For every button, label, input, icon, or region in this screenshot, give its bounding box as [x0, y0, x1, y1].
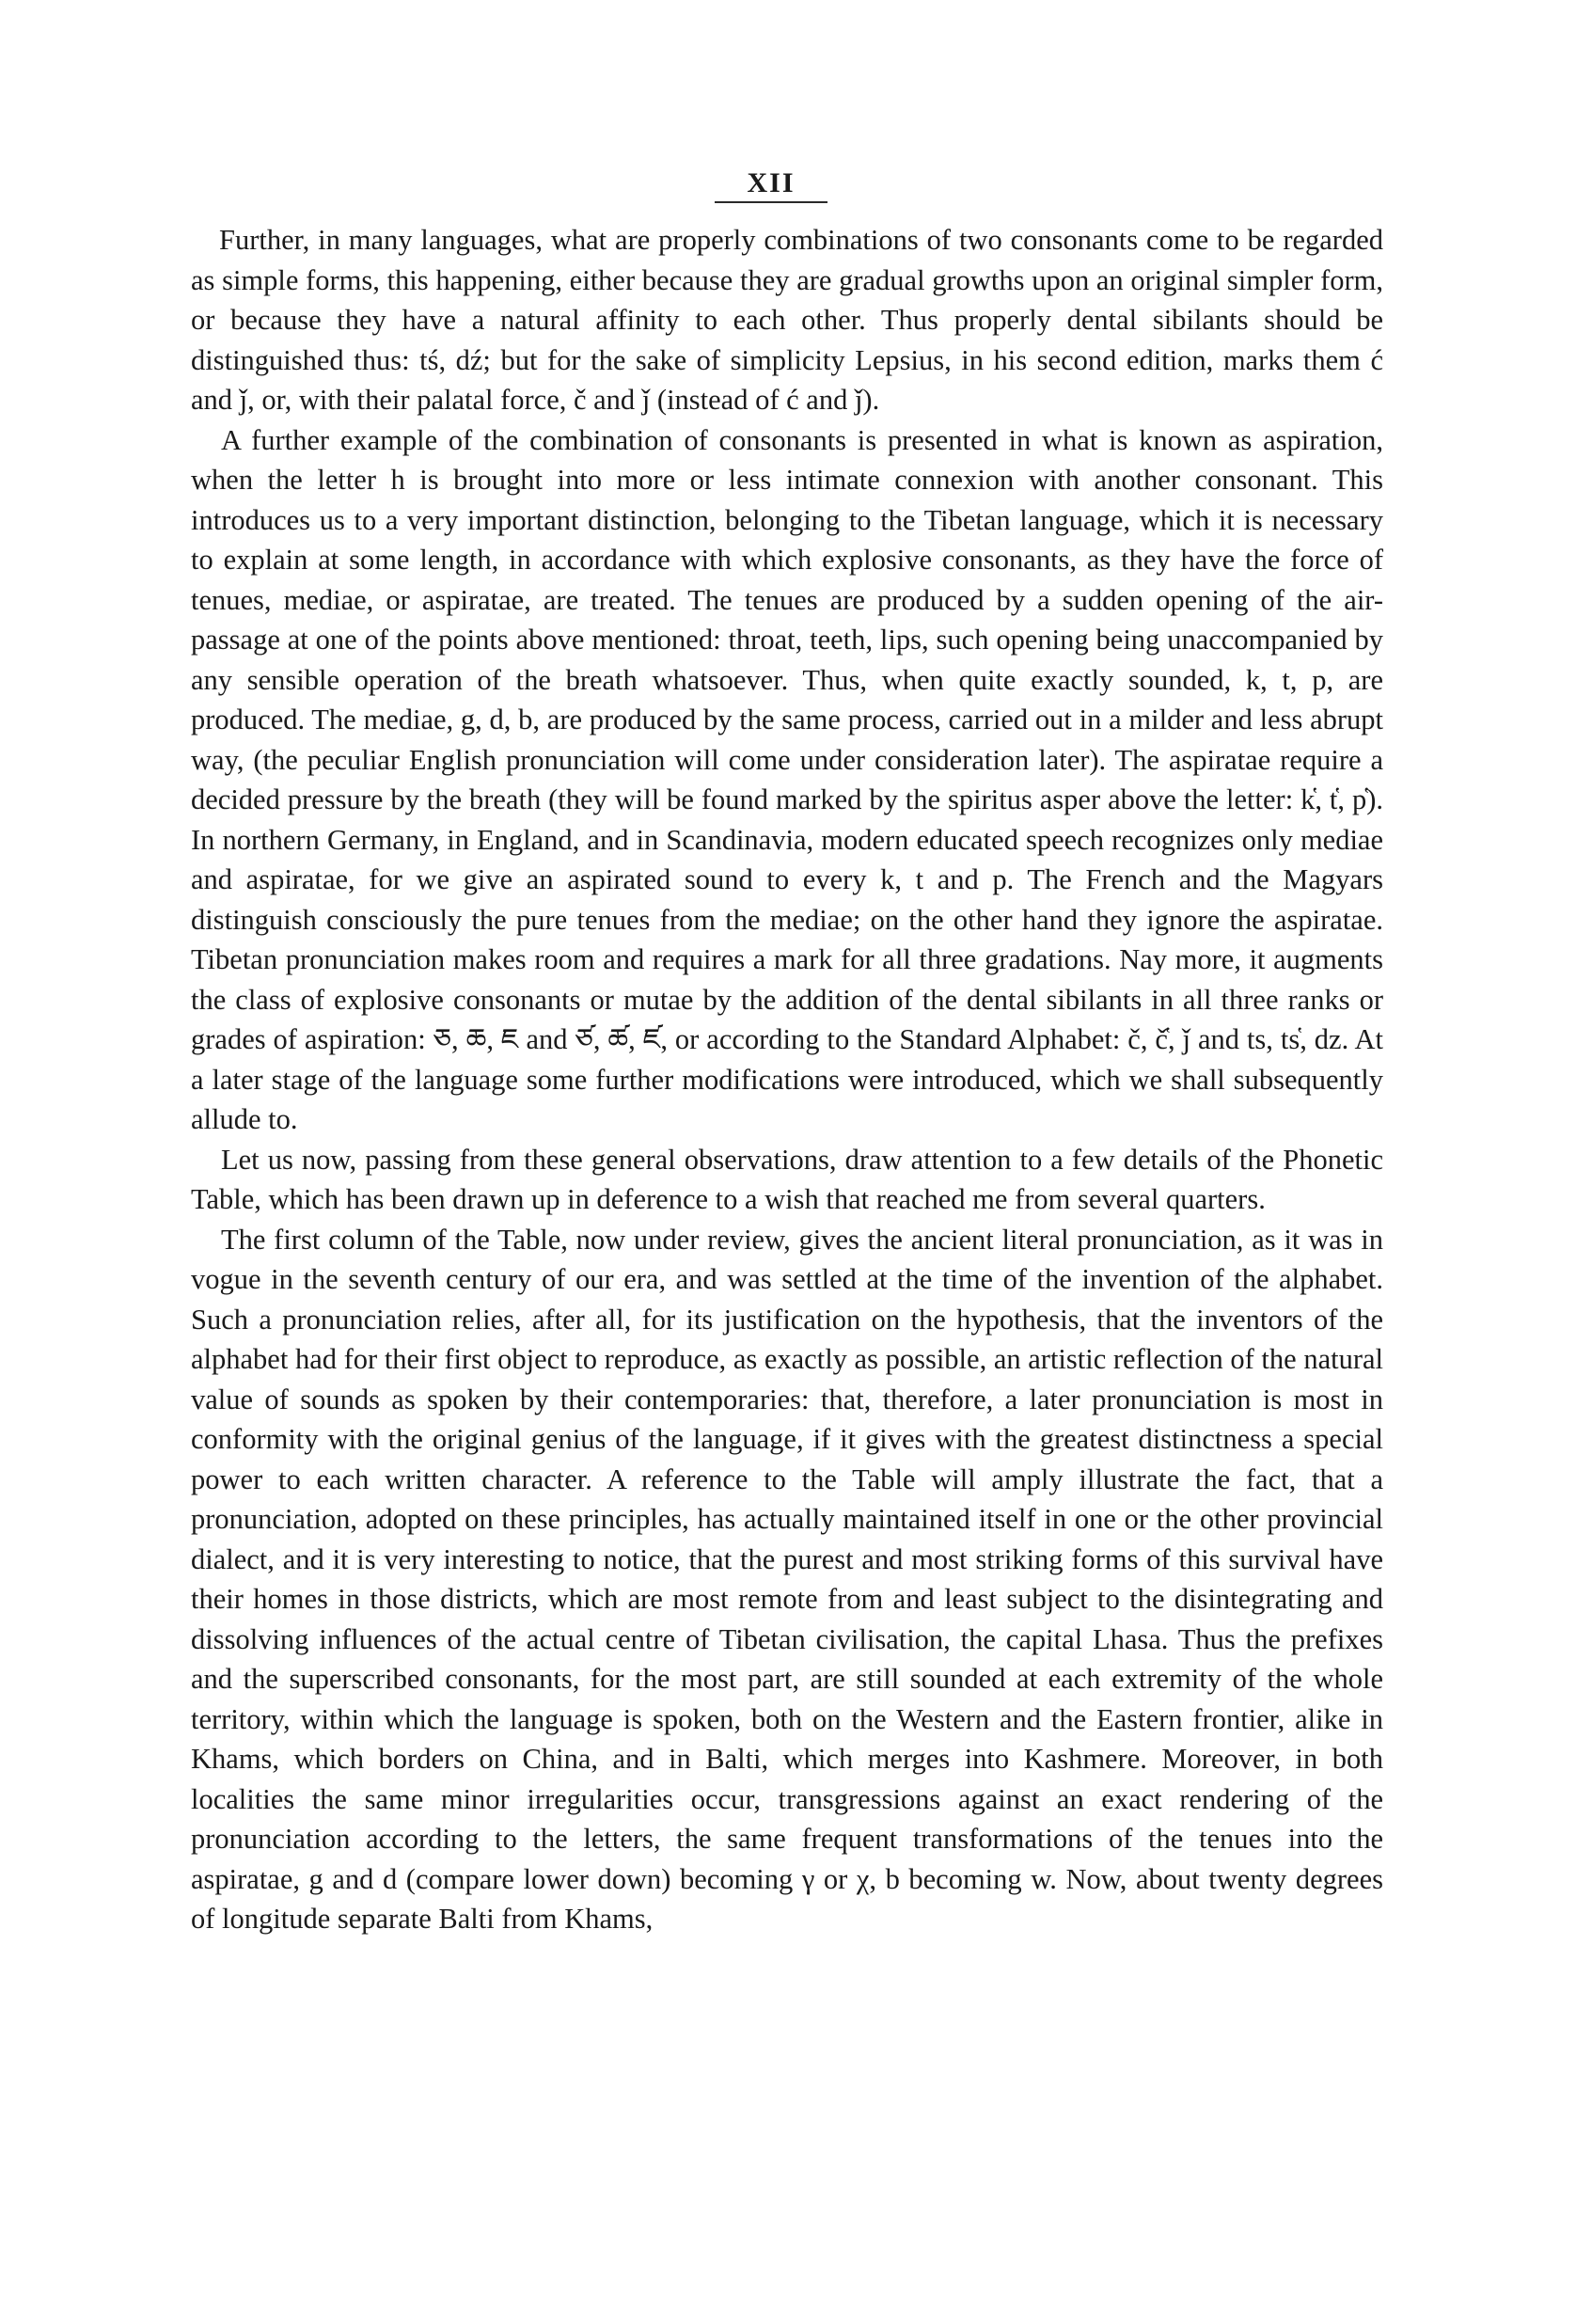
paragraph-phonetic-table-intro: Let us now, passing from these general observations, draw attention to a few details of the Phonetic Table, which has been drawn up in deference to a wish that reached me from several quarters.: [191, 1143, 1383, 1215]
header-rule: [715, 201, 827, 203]
page-number: XII: [747, 167, 796, 198]
paragraph-combinations: Further, in many languages, what are properly combinations of two consonants come to be regarded as simple forms, this happening, either because they are gradual growths upon an original simpler form, or because they have a natural affinity to each other. Thus properly dental sibilants should be distinguished thus: tś, dź; but for the sake of simplicity Lepsius, in his second edition, marks them ć and ǰ, or, with their palatal force, č and ǰ (instead of ć and ǰ).: [191, 224, 1383, 416]
paragraph-aspiration: A further example of the combination of consonants is presented in what is known as aspiration, when the letter h is brought into more or less intimate connexion with another consonant. This introduces us to a very important distinction, belonging to the Tibetan language, which it is necessary to explain at some length, in accordance with which explosive consonants, as they have the force of tenues, mediae, or aspiratae, are treated. The tenues are produced by a sudden opening of the air-passage at one of the points above mentioned: throat, teeth, lips, such opening being unaccompanied by any sensible operation of the breath whatsoever. Thus, when quite exactly sounded, k, t, p, are produced. The mediae, g, d, b, are produced by the same process, carried out in a milder and less abrupt way, (the peculiar English pronunciation will come under consideration later). The aspiratae require a decided pressure by the breath (they will be found marked by the spiritus asper above the letter: k̔, t̔, p̔). In northern Germany, in England, and in Scandinavia, modern educated speech recognizes only mediae and aspiratae, for we give an aspirated sound to every k, t and p. The French and the Magyars distinguish consciously the pure tenues from the mediae; on the other hand they ignore the aspiratae. Tibetan pronunciation makes room and requires a mark for all three gradations. Nay more, it augments the class of explosive consonants or mutae by the addition of the dental sibilants in all three ranks or grades of aspiration: ཅ, ཆ, ཇ and ཙ, ཚ, ཛ, or according to the Standard Alphabet: č, č̔, ǰ and ts, ts̔, dz. At a later stage of the language some further modifications were introduced, which we shall subsequently allude to.: [191, 423, 1383, 1135]
body-text: [191, 220, 1383, 1939]
paragraph-first-column: The first column of the Table, now under review, gives the ancient literal pronunciation, as it was in vogue in the seventh century of our era, and was settled at the time of the invention of the alphabet. Such a pronunciation relies, after all, for its justification on the hypothesis, that the inventors of the alphabet had for their first object to reproduce, as exactly as possible, an artistic reflection of the natural value of sounds as spoken by their contemporaries: that, therefore, a later pronunciation is most in conformity with the original genius of the language, if it gives with the greatest distinctness a special power to each written character. A reference to the Table will amply illustrate the fact, that a pronunciation, adopted on these principles, has actually maintained itself in one or the other provincial dialect, and it is very interesting to notice, that the purest and most striking forms of this survival have their homes in those districts, which are most remote from and least subject to the disintegrating and dissolving influences of the actual centre of Tibetan civilisation, the capital Lhasa. Thus the prefixes and the superscribed consonants, for the most part, are still sounded at each extremity of the whole territory, within which the language is spoken, both on the Western and the Eastern frontier, alike in Khams, which borders on China, and in Balti, which merges into Kashmere. Moreover, in both localities the same minor irregularities occur, transgressions against an exact rendering of the pronunciation according to the letters, the same frequent transformations of the tenues into the aspiratae, g and d (compare lower down) becoming γ or χ, b becoming w. Now, about twenty degrees of longitude separate Balti from Khams,: [191, 1223, 1383, 1935]
